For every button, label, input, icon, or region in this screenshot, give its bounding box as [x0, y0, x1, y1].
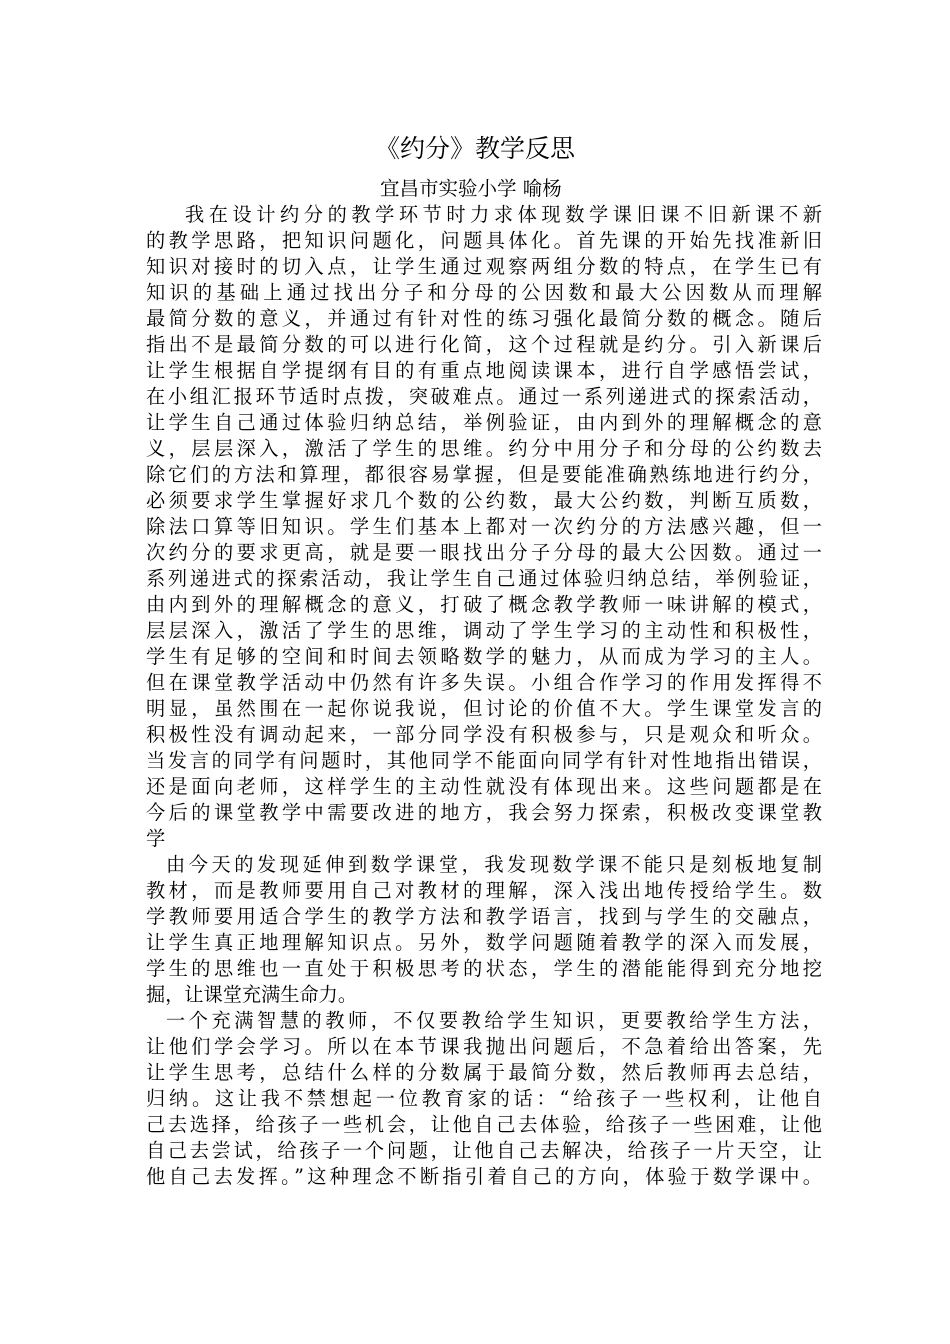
paragraph-line: 当发言的同学有问题时，其他同学不能面向同学有针对性地指出错误，: [146, 749, 822, 772]
paragraph-line: 让学生自己通过体验归纳总结，举例验证，由内到外的理解概念的意: [146, 411, 822, 434]
document-title: 《约分》教学反思: [374, 134, 575, 163]
paragraph-line: 学生的思维也一直处于积极思考的状态，学生的潜能能得到充分地挖: [146, 957, 822, 980]
paragraph-line: 让学生思考，总结什么样的分数属于最简分数，然后教师再去总结，: [146, 1061, 822, 1084]
paragraph-line: 必须要求学生掌握好求几个数的公约数，最大公约数，判断互质数，: [146, 489, 822, 512]
paragraph-line: 但在课堂教学活动中仍然有许多失误。小组合作学习的作用发挥得不: [146, 671, 822, 694]
paragraph-line: 让他们学会学习。所以在本节课我抛出问题后，不急着给出答案，先: [146, 1035, 822, 1058]
paragraph-line: 知识对接时的切入点，让学生通过观察两组分数的特点，在学生已有: [146, 255, 822, 278]
paragraph-line: 除法口算等旧知识。学生们基本上都对一次约分的方法感兴趣，但一: [146, 515, 822, 538]
paragraph-line: 掘，让课堂充满生命力。: [146, 983, 358, 1006]
paragraph-line: 归纳。这让我不禁想起一位教育家的话：“给孩子一些权利，让他自: [146, 1087, 822, 1110]
paragraph-line: 次约分的要求更高，就是要一眼找出分子分母的最大公因数。通过一: [146, 541, 822, 564]
paragraph-line: 还是面向老师，这样学生的主动性就没有体现出来。这些问题都是在: [146, 775, 822, 798]
paragraph-line: 学: [146, 827, 166, 850]
paragraph-line: 积极性没有调动起来，一部分同学没有积极参与，只是观众和听众。: [146, 723, 822, 746]
paragraph-line: 教材，而是教师要用自己对教材的理解，深入浅出地传授给学生。数: [146, 879, 822, 902]
author-byline: 宜昌市实验小学 喻杨: [380, 177, 562, 200]
paragraph-line: 的教学思路，把知识问题化，问题具体化。首先课的开始先找准新旧: [146, 229, 822, 252]
paragraph-line: 系列递进式的探索活动，我让学生自己通过体验归纳总结，举例验证，: [146, 567, 822, 590]
paragraph-line: 他自己去发挥。”这种理念不断指引着自己的方向，体验于数学课中。: [146, 1165, 822, 1188]
paragraph-line: 明显，虽然围在一起你说我说，但讨论的价值不大。学生课堂发言的: [146, 697, 822, 720]
paragraph-line: 一个充满智慧的教师，不仅要教给学生知识，更要教给学生方法，: [166, 1009, 822, 1032]
paragraph-line: 由今天的发现延伸到数学课堂，我发现数学课不能只是刻板地复制: [166, 853, 822, 876]
paragraph-line: 学教师要用适合学生的教学方法和教学语言，找到与学生的交融点，: [146, 905, 822, 928]
paragraph-line: 学生有足够的空间和时间去领略数学的魅力，从而成为学习的主人。: [146, 645, 822, 668]
paragraph-line: 让学生真正地理解知识点。另外，数学问题随着教学的深入而发展，: [146, 931, 822, 954]
paragraph-line: 让学生根据自学提纲有目的有重点地阅读课本，进行自学感悟尝试，: [146, 359, 822, 382]
paragraph-line: 由内到外的理解概念的意义，打破了概念教学教师一味讲解的模式，: [146, 593, 822, 616]
paragraph-line: 今后的课堂教学中需要改进的地方，我会努力探索，积极改变课堂教: [146, 801, 822, 824]
paragraph-line: 知识的基础上通过找出分子和分母的公因数和最大公因数从而理解: [146, 281, 822, 304]
paragraph-line: 我在设计约分的教学环节时力求体现数学课旧课不旧新课不新: [185, 203, 822, 226]
paragraph-line: 最简分数的意义，并通过有针对性的练习强化最简分数的概念。随后: [146, 307, 822, 330]
paragraph-line: 在小组汇报环节适时点拨，突破难点。通过一系列递进式的探索活动，: [146, 385, 822, 408]
paragraph-line: 层层深入，激活了学生的思维，调动了学生学习的主动性和积极性，: [146, 619, 822, 642]
paragraph-line: 除它们的方法和算理，都很容易掌握，但是要能准确熟练地进行约分，: [146, 463, 822, 486]
paragraph-line: 指出不是最简分数的可以进行化简，这个过程就是约分。引入新课后: [146, 333, 822, 356]
paragraph-line: 自己去尝试，给孩子一个问题，让他自己去解决，给孩子一片天空，让: [146, 1139, 822, 1162]
paragraph-line: 己去选择，给孩子一些机会，让他自己去体验，给孩子一些困难，让他: [146, 1113, 822, 1136]
paragraph-line: 义，层层深入，激活了学生的思维。约分中用分子和分母的公约数去: [146, 437, 822, 460]
